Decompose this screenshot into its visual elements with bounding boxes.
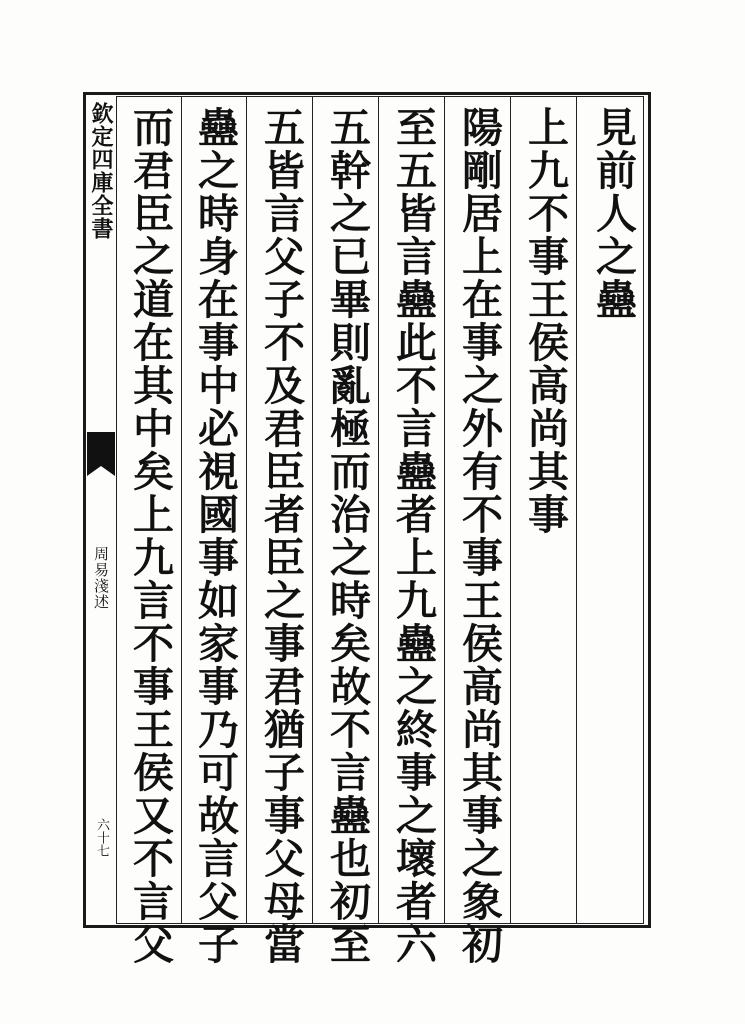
text-column-1: 見前人之蠱: [589, 106, 637, 321]
page-gutter: [87, 98, 115, 922]
column-rule: [576, 96, 577, 924]
text-column-3: 陽剛居上在事之外有不事王侯高尚其事之象初: [455, 106, 503, 966]
text-column-7: 蠱之時身在事中必視國事如家事乃可故言父子: [191, 106, 239, 966]
text-column-6: 五皆言父子不及君臣者臣之事君猶子事父母當: [257, 106, 305, 966]
page-number: 六十七: [94, 818, 109, 857]
column-rule: [246, 96, 247, 924]
text-column-5: 五幹之已畢則亂極而治之時矣故不言蠱也初至: [323, 106, 371, 966]
book-title: 周易淺述: [92, 546, 110, 610]
column-rule: [312, 96, 313, 924]
text-column-8: 而君臣之道在其中矣上九言不事王侯又不言父: [126, 106, 174, 966]
text-column-4: 至五皆言蠱此不言蠱者上九蠱之終事之壞者六: [389, 106, 437, 966]
collection-title: 欽定四庫全書: [88, 102, 114, 240]
column-rule: [444, 96, 445, 924]
column-rule: [181, 96, 182, 924]
text-column-2: 上九不事王侯高尚其事: [521, 106, 569, 536]
column-rule: [378, 96, 379, 924]
column-rule: [510, 96, 511, 924]
fishtail-mark: [87, 432, 115, 466]
